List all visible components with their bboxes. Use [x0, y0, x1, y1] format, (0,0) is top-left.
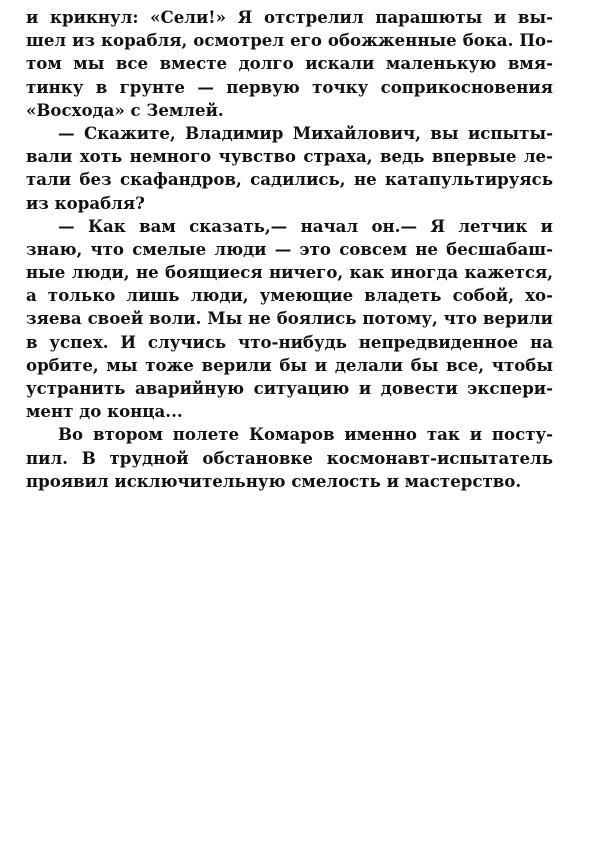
text-line: проявил исключительную смелость и мастерство. — [26, 470, 522, 491]
text-line: — Скажите, Владимир Михайлович, вы испыты- — [58, 122, 553, 143]
text-line: тинку в грунте — первую точку соприкосновения — [26, 76, 553, 97]
body-text — [26, 6, 553, 493]
text-line: зяева своей воли. Мы не боялись потому, что верили — [26, 308, 553, 329]
text-line: и крикнул: «Сели!» Я отстрелил парашюты и вы- — [26, 7, 553, 27]
text-line: ные люди, не боящиеся ничего, как иногда кажется, — [26, 262, 553, 283]
text-line: вали хоть немного чувство страха, ведь впервые ле- — [26, 146, 553, 167]
text-line: мент до конца... — [26, 401, 183, 422]
text-line: том мы все вместе долго искали маленькую вмя- — [26, 53, 553, 74]
text-line: а только лишь люди, умеющие владеть собой, хо- — [26, 285, 553, 306]
text-line: орбите, мы тоже верили бы и делали бы все, чтобы — [26, 354, 553, 375]
text-line: знаю, что смелые люди — это совсем не бесшабаш- — [26, 238, 553, 259]
text-line: пил. В трудной обстановке космонавт-испытатель — [26, 447, 553, 468]
text-line: тали без скафандров, садились, не катапультируясь — [26, 169, 553, 190]
text-line: устранить аварийную ситуацию и довести экспери- — [26, 378, 553, 398]
text-line: в успех. И случись что-нибудь непредвиденное на — [26, 331, 553, 352]
text-line: из корабля? — [26, 192, 145, 213]
text-line: «Восхода» с Землей. — [26, 99, 224, 120]
text-line: Во втором полете Комаров именно так и посту- — [58, 424, 553, 445]
text-line: — Как вам сказать,— начал он.— Я летчик и — [58, 215, 553, 236]
text-line: шел из корабля, осмотрел его обожженные бока. По- — [26, 30, 553, 51]
